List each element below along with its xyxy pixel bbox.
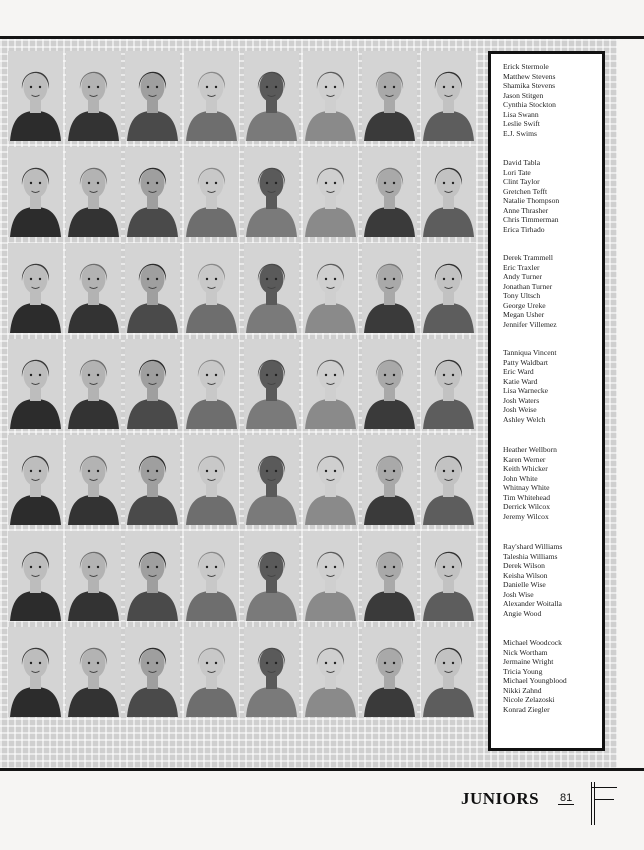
student-name: Patty Waldbart xyxy=(503,357,549,367)
student-portrait xyxy=(66,627,121,717)
student-name: Tanniqua Vincent xyxy=(503,348,557,357)
student-name: Leslie Swift xyxy=(503,119,540,128)
student-name: Michael Youngblood xyxy=(503,676,567,685)
student-portrait xyxy=(303,147,358,237)
student-name: Danielle Wise xyxy=(503,580,546,589)
student-portrait xyxy=(184,51,239,141)
name-group xyxy=(503,638,603,714)
student-portrait xyxy=(125,339,180,429)
student-name: Josh Weise xyxy=(503,405,537,414)
student-name: Jonathan Turner xyxy=(503,281,553,291)
student-portrait xyxy=(66,243,121,333)
student-portrait xyxy=(244,51,299,141)
student-name: Konrad Ziegler xyxy=(503,704,550,714)
name-group xyxy=(503,348,603,424)
student-name: Eric Traxler xyxy=(503,262,540,272)
name-group xyxy=(503,158,603,234)
student-portrait xyxy=(125,243,180,333)
student-portrait xyxy=(303,243,358,333)
student-portrait xyxy=(244,243,299,333)
student-portrait xyxy=(125,435,180,525)
student-portrait xyxy=(8,435,63,525)
student-portrait xyxy=(421,339,476,429)
student-name: Erick Stermole xyxy=(503,62,549,71)
student-portrait xyxy=(244,339,299,429)
student-portrait xyxy=(362,339,417,429)
student-name: Angie Wood xyxy=(503,608,542,618)
student-portrait xyxy=(184,147,239,237)
student-name: Katie Ward xyxy=(503,376,538,386)
student-name: Clint Taylor xyxy=(503,177,540,186)
student-name: Lisa Swann xyxy=(503,109,539,119)
student-name: Anne Thrasher xyxy=(503,205,549,215)
student-name: Taleshia Williams xyxy=(503,551,558,561)
student-portrait xyxy=(421,435,476,525)
name-group xyxy=(503,445,603,521)
student-name: George Ureke xyxy=(503,300,546,310)
name-group xyxy=(503,253,603,329)
student-portrait xyxy=(66,147,121,237)
student-portrait xyxy=(303,51,358,141)
student-portrait xyxy=(303,531,358,621)
student-name: Chris Timmerman xyxy=(503,215,559,224)
student-portrait xyxy=(184,435,239,525)
decorative-rule xyxy=(591,787,617,788)
student-portrait xyxy=(8,243,63,333)
student-portrait xyxy=(244,627,299,717)
student-name: Shamika Stevens xyxy=(503,81,556,90)
student-portrait xyxy=(421,627,476,717)
student-portrait xyxy=(66,531,121,621)
student-portrait xyxy=(184,531,239,621)
student-portrait xyxy=(421,243,476,333)
student-portrait xyxy=(244,147,299,237)
student-name: Keisha Wilson xyxy=(503,570,548,580)
student-name: Whitnay White xyxy=(503,483,550,492)
decorative-rule xyxy=(591,782,592,825)
student-name: Karen Werner xyxy=(503,454,546,464)
student-portrait xyxy=(8,531,63,621)
student-name: Jason Stitgen xyxy=(503,90,544,100)
student-name: Andy Turner xyxy=(503,272,543,281)
student-portrait xyxy=(362,531,417,621)
student-name: Derrick Wilcox xyxy=(503,502,550,511)
student-portrait xyxy=(303,627,358,717)
page-number: 81 xyxy=(560,792,573,804)
student-portrait xyxy=(66,339,121,429)
student-name: Alexander Woitalla xyxy=(503,599,562,608)
student-portrait xyxy=(125,147,180,237)
student-name: Tony Ultsch xyxy=(503,291,541,300)
student-portrait xyxy=(244,435,299,525)
student-name: Josh Wise xyxy=(503,589,534,599)
student-portrait xyxy=(362,147,417,237)
student-name: Keith Whicker xyxy=(503,464,548,473)
student-portrait xyxy=(303,339,358,429)
student-portrait xyxy=(362,627,417,717)
student-name: Erica Tirhado xyxy=(503,224,545,234)
photo-grid xyxy=(0,39,487,770)
student-portrait xyxy=(421,531,476,621)
student-portrait xyxy=(8,147,63,237)
name-group xyxy=(503,542,603,618)
photo-panel xyxy=(0,39,617,770)
student-name: Tim Whitehead xyxy=(503,492,551,502)
student-portrait xyxy=(125,627,180,717)
student-portrait xyxy=(125,51,180,141)
student-portrait xyxy=(8,51,63,141)
student-name: Lisa Warnecke xyxy=(503,386,548,395)
student-portrait xyxy=(421,51,476,141)
student-name: John White xyxy=(503,473,538,483)
student-name: Lori Tate xyxy=(503,167,531,177)
student-name: Heather Wellborn xyxy=(503,445,557,454)
student-name: Natalie Thompson xyxy=(503,196,560,205)
student-name: Derek Wilson xyxy=(503,561,545,570)
student-name: Jeremy Wilcox xyxy=(503,511,549,521)
student-name: Megan Usher xyxy=(503,310,545,319)
student-portrait xyxy=(244,531,299,621)
student-name: Nick Wortham xyxy=(503,647,548,657)
student-name: Michael Woodcock xyxy=(503,638,562,647)
student-name: Tricia Young xyxy=(503,666,543,676)
student-portrait xyxy=(8,627,63,717)
student-name: Eric Ward xyxy=(503,367,534,376)
student-portrait xyxy=(66,435,121,525)
student-name: Nicole Zelazoski xyxy=(503,695,555,704)
student-name: Ray'shard Williams xyxy=(503,542,563,551)
decorative-rule xyxy=(594,799,614,800)
section-title: JUNIORS xyxy=(461,789,540,808)
student-portrait xyxy=(362,435,417,525)
student-name: Gretchen Tefft xyxy=(503,186,548,196)
student-portrait xyxy=(362,243,417,333)
student-name: Jennifer Villemez xyxy=(503,319,557,329)
bottom-rule xyxy=(0,768,644,771)
student-portrait xyxy=(362,51,417,141)
student-name: E.J. Swims xyxy=(503,128,537,138)
student-name: Derek Trammell xyxy=(503,253,553,262)
student-name: Ashley Welch xyxy=(503,414,546,424)
student-name: Matthew Stevens xyxy=(503,71,556,81)
student-name: Cynthia Stockton xyxy=(503,100,556,109)
student-portrait xyxy=(8,339,63,429)
name-group xyxy=(503,62,603,138)
student-portrait xyxy=(421,147,476,237)
student-portrait xyxy=(184,627,239,717)
decorative-rule xyxy=(594,782,595,825)
student-portrait xyxy=(303,435,358,525)
student-portrait xyxy=(66,51,121,141)
student-name: Josh Waters xyxy=(503,395,540,405)
student-name: David Tabla xyxy=(503,158,541,167)
student-name: Jermaine Wright xyxy=(503,657,554,666)
student-portrait xyxy=(184,243,239,333)
name-list-box xyxy=(488,51,605,751)
student-name: Nikki Zahnd xyxy=(503,685,542,695)
student-portrait xyxy=(184,339,239,429)
student-portrait xyxy=(125,531,180,621)
